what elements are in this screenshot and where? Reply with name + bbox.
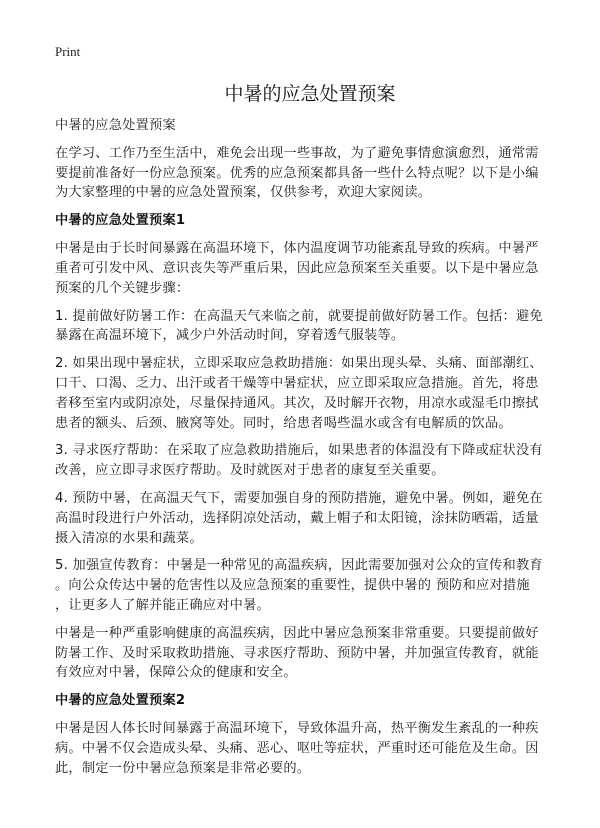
text-line: 改善，应立即寻求医疗帮助。及时就医对于患者的康复至关重要。: [55, 463, 445, 479]
text-line: 。向公众传达中暑的危害性以及应急预案的重要性，提供中暑的 预防和应对措施: [55, 578, 530, 594]
text-line: 重者可引发中风、意识丧失等严重后果，因此应急预案至关重要。以下是中暑应急: [55, 260, 539, 276]
text-line: 1. 提前做好防暑工作：在高温天气来临之前，就要提前做好防暑工作。包括：避免: [55, 308, 543, 324]
paragraph: [55, 719, 555, 778]
text-line: 病。中暑不仅会造成头晕、头痛、恶心、呕吐等症状，严重时还可能危及生命。因: [55, 740, 539, 756]
text-line: 在学习、工作乃至生活中，难免会出现一些事故，为了避免事情愈演愈烈，通常需: [55, 145, 539, 161]
paragraph: [55, 144, 555, 203]
text-line: 防暑工作、及时采取救助措施、寻求医疗帮助、预防中暑，并加强宣传教育，就能: [55, 645, 539, 661]
text-line: 3. 寻求医疗帮助：在采取了应急救助措施后，如果患者的体温没有下降或症状没有: [55, 443, 543, 459]
paragraph: [55, 489, 555, 548]
paragraph: [55, 441, 555, 481]
text-line: 此，制定一份中暑应急预案是非常必要的。: [55, 760, 311, 776]
text-line: 要提前准备好一份应急预案。优秀的应急预案都具备一些什么特点呢？以下是小编: [55, 165, 539, 181]
text-line: 中暑是由于长时间暴露在高温环境下，体内温度调节功能紊乱导致的疾病。中暑严: [55, 241, 539, 257]
text-line: 中暑是一种严重影响健康的高温疾病，因此中暑应急预案非常重要。只要提前做好: [55, 625, 539, 641]
paragraph: [55, 239, 555, 298]
text-line: 为大家整理的中暑的应急处置预案，仅供参考，欢迎大家阅读。: [55, 185, 432, 201]
section-heading: [55, 691, 555, 711]
text-line: 中暑是因人体长时间暴露于高温环境下，导致体温升高，热平衡发生紊乱的一种疾: [55, 721, 539, 737]
text-line: 4. 预防中暑，在高温天气下，需要加强自身的预防措施，避免中暑。例如，避免在: [55, 490, 543, 506]
document-title: 中暑的应急处置预案: [224, 83, 396, 105]
text-line: 患者的额头、后颈、腋窝等处。同时，给患者喝些温水或含有电解质的饮品。: [55, 415, 512, 431]
text-line: 2. 如果出现中暑症状，立即采取应急救助措施：如果出现头晕、头痛、面部潮红、: [55, 356, 543, 372]
text-line: 预案的几个关键步骤：: [55, 280, 190, 296]
text-line: 中暑的应急处置预案1: [55, 213, 186, 229]
paragraph: [55, 624, 555, 683]
text-line: 中暑的应急处置预案2: [55, 693, 186, 709]
paragraph: [55, 556, 555, 615]
text-line: 者移至室内或阴凉处，尽量保持通风。其次，及时解开衣物，用凉水或湿毛巾擦拭: [55, 395, 539, 411]
text-line: 5. 加强宣传教育：中暑是一种常见的高温疾病，因此需要加强对公众的宣传和教育: [55, 558, 543, 574]
section-heading: [55, 211, 555, 231]
print-link[interactable]: Print: [55, 44, 81, 59]
document-body: [55, 116, 555, 779]
text-line: 口干、口渴、乏力、出汗或者干燥等中暑症状，应立即采取应急措施。首先，将患: [55, 375, 539, 391]
document-page: [55, 44, 555, 787]
text-line: 有效应对中暑，保障公众的健康和安全。: [55, 665, 297, 681]
text-line: 高温时段进行户外活动，选择阴凉处活动，戴上帽子和太阳镜，涂抹防晒霜，适量: [55, 510, 539, 526]
text-line: 暴露在高温环境下，减少户外活动时间，穿着透气服装等。: [55, 328, 405, 344]
paragraph: [55, 307, 555, 347]
paragraph: [55, 116, 555, 136]
text-line: 摄入清凉的水果和蔬菜。: [55, 530, 203, 546]
paragraph: [55, 354, 555, 433]
text-line: 中暑的应急处置预案: [55, 118, 176, 133]
text-line: ，让更多人了解并能正确应对中暑。: [55, 597, 270, 613]
